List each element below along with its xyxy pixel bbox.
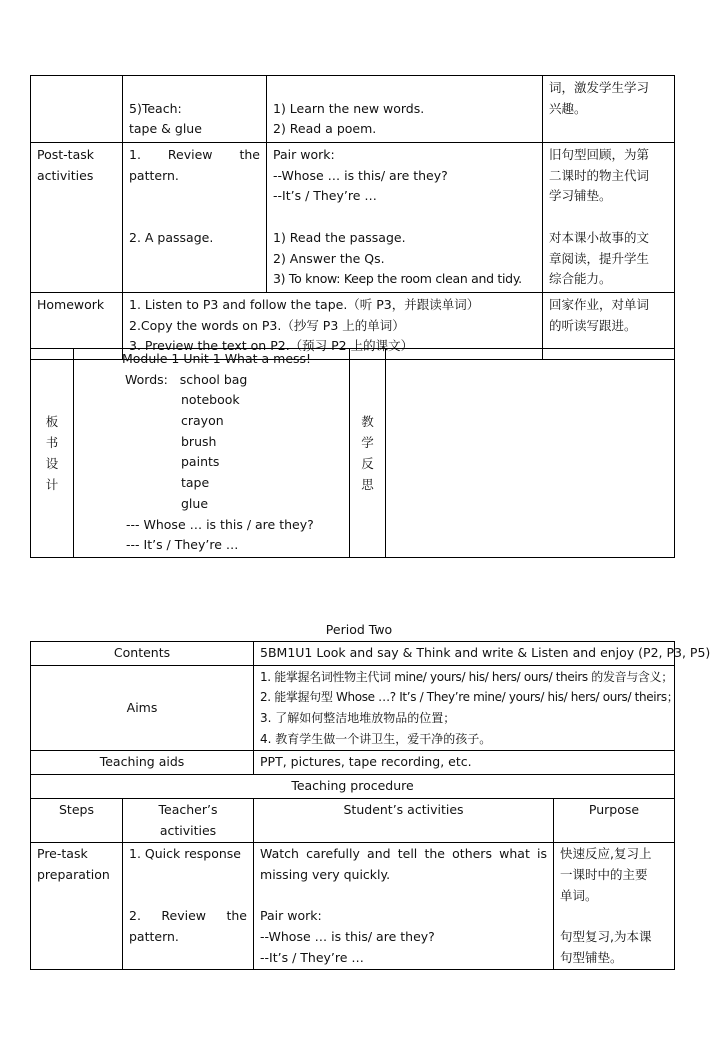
purpose-cell <box>543 143 675 293</box>
aim-item: 1. 能掌握名词性物主代词 mine/ yours/ his/ hers/ ours/ theirs 的发音与含义； <box>260 669 673 684</box>
student-text: missing very quickly. <box>260 866 391 882</box>
table-header-row <box>31 798 675 842</box>
table-row <box>31 642 675 666</box>
contents-label: Contents <box>31 642 254 666</box>
stage-text: preparation <box>37 866 110 882</box>
stage-cell <box>31 143 123 293</box>
activity-text: 1) Learn the new words. <box>273 100 425 116</box>
teaching-reflection-content <box>386 349 675 558</box>
procedure-label: Teaching procedure <box>31 775 675 799</box>
step-text: pattern. <box>129 167 179 183</box>
student-cell <box>254 843 554 970</box>
step-cell <box>123 143 267 293</box>
activity-text: 1) Read the passage. <box>273 229 406 245</box>
stage-cell <box>31 76 123 143</box>
board-words-label: Words: school bag <box>125 371 248 387</box>
stage-text: Homework <box>37 296 105 312</box>
aim-item: 4. 教育学生做一个讲卫生，爱干净的孩子。 <box>260 731 492 746</box>
table-row <box>31 843 675 970</box>
board-word: glue <box>181 495 209 511</box>
board-design-label: 板 书 设 计 <box>31 349 74 558</box>
purpose-text: 综合能力。 <box>549 271 612 287</box>
step-text: 5)Teach: <box>129 100 182 116</box>
student-text: --Whose … is this/ are they? <box>260 928 435 944</box>
purpose-text: 回家作业，对单词 <box>549 296 650 312</box>
stage-cell <box>31 843 123 970</box>
purpose-text: 对本课小故事的文 <box>549 229 650 245</box>
table-row <box>31 76 675 143</box>
stage-text: Pre-task <box>37 846 88 862</box>
homework-text: 3. Preview the text on P2.（预习 P2 上的课文） <box>129 338 414 354</box>
activity-text: 2) Answer the Qs. <box>273 250 385 266</box>
table-row <box>31 751 675 775</box>
purpose-text: 一课时中的主要 <box>560 866 648 882</box>
activity-text: Pair work: <box>273 147 335 163</box>
header-steps: Steps <box>31 798 123 842</box>
board-word: brush <box>181 433 217 449</box>
board-title: Module 1 Unit 1 What a mess! <box>122 351 312 366</box>
contents-value: 5BM1U1 Look and say & Think and write & Listen and enjoy (P2, P3, P5) <box>254 642 675 666</box>
aim-item: 2. 能掌握句型 Whose …? It’s / They’re mine/ yours/ his/ hers/ ours/ theirs； <box>260 690 679 705</box>
header-purpose: Purpose <box>554 798 675 842</box>
step-text: 1. Review the <box>129 147 260 163</box>
header-students: Student’s activities <box>254 798 554 842</box>
step-text: tape & glue <box>129 121 202 137</box>
purpose-text: 二课时的物主代词 <box>549 167 650 183</box>
board-design-table <box>30 348 675 558</box>
board-word: notebook <box>181 392 240 408</box>
homework-text: 1. Listen to P3 and follow the tape.（听 P3，并跟读单词） <box>129 296 480 312</box>
step-text: 2. A passage. <box>129 229 214 245</box>
teaching-reflection-label: 教 学 反 思 <box>350 349 386 558</box>
purpose-text: 的听读写跟进。 <box>549 317 637 333</box>
table-row <box>31 349 675 558</box>
purpose-text: 兴趣。 <box>549 100 587 116</box>
aids-label: Teaching aids <box>31 751 254 775</box>
header-teacher: Teacher’s activities <box>123 798 254 842</box>
teacher-cell <box>123 843 254 970</box>
teacher-text: 2. Review the <box>129 908 248 924</box>
board-content <box>74 349 350 558</box>
activity-text: --It’s / They’re … <box>273 188 377 204</box>
board-word: paints <box>181 454 220 470</box>
activity-cell <box>267 143 543 293</box>
table-row <box>31 775 675 799</box>
purpose-cell <box>543 76 675 143</box>
aids-value: PPT, pictures, tape recording, etc. <box>254 751 675 775</box>
purpose-text: 学习铺垫。 <box>549 188 612 204</box>
student-text: Watch carefully and tell the others what is <box>260 846 548 862</box>
teacher-text: 1. Quick response <box>129 846 241 862</box>
step-cell <box>123 76 267 143</box>
aims-content <box>254 665 679 751</box>
purpose-text: 句型复习,为本课 <box>560 928 652 944</box>
board-word: crayon <box>181 413 224 429</box>
purpose-text: 词，激发学生学习 <box>549 80 650 95</box>
student-text: --It’s / They’re … <box>260 949 364 965</box>
lesson-procedure-table-continued <box>30 75 675 360</box>
aims-label: Aims <box>31 665 254 751</box>
period-title: Period Two <box>325 622 393 637</box>
teacher-text: pattern. <box>129 928 179 944</box>
board-pattern: --- Whose … is this / are they? <box>126 516 314 532</box>
activity-cell <box>267 76 543 143</box>
purpose-text: 章阅读，提升学生 <box>549 250 650 266</box>
homework-text: 2.Copy the words on P3.（抄写 P3 上的单词） <box>129 317 405 333</box>
purpose-text: 快速反应,复习上 <box>560 846 652 862</box>
student-text: Pair work: <box>260 908 322 924</box>
stage-text: Post-task <box>37 147 94 163</box>
activity-text: 3) To know: Keep the room clean and tidy. <box>273 271 522 287</box>
purpose-text: 句型铺垫。 <box>560 949 623 965</box>
aim-item: 3. 了解如何整洁地堆放物品的位置； <box>260 711 456 726</box>
activity-text: --Whose … is this/ are they? <box>273 167 448 183</box>
purpose-cell <box>554 843 675 970</box>
table-row <box>31 665 675 751</box>
activity-text: 2) Read a poem. <box>273 121 377 137</box>
board-word: tape <box>181 475 210 491</box>
board-pattern: --- It’s / They’re … <box>126 537 239 553</box>
stage-text: activities <box>37 167 94 183</box>
table-row <box>31 143 675 293</box>
purpose-text: 单词。 <box>560 887 598 903</box>
purpose-text: 旧句型回顾，为第 <box>549 147 650 163</box>
period-two-table <box>30 641 711 970</box>
